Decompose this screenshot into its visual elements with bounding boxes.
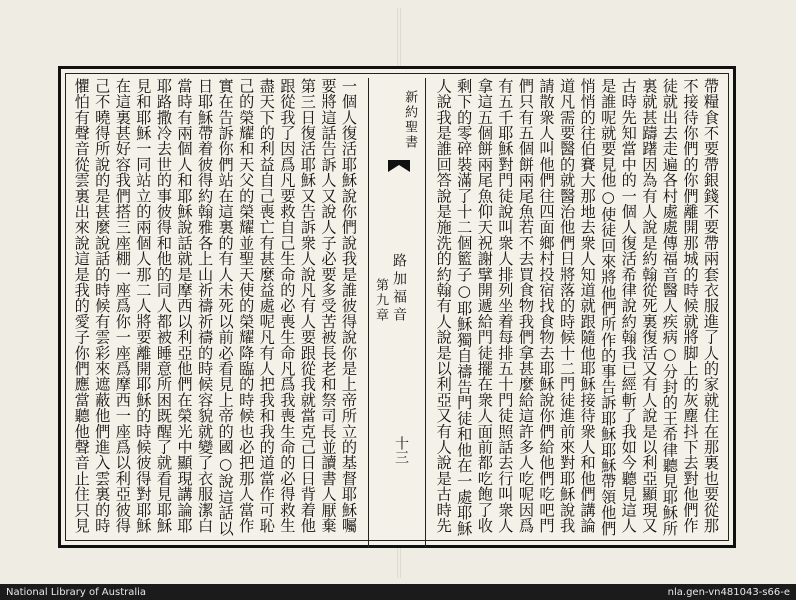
- text-column: 見和耶穌一同站立的兩個人那二人將要離開耶穌的時候彼得對耶穌: [134, 78, 153, 534]
- inner-frame: [65, 73, 729, 541]
- text-column: 當時有兩個人和耶穌說話就是摩西以利亞他們在榮光中顯現講論耶: [175, 78, 194, 534]
- center-fold: [368, 78, 426, 548]
- text-column: 悄悄的往伯賽大那地去衆人知道就跟隨他耶穌接待衆人和他們講論: [578, 78, 597, 534]
- text-column: 在這裏甚好容我們搭三座棚一座爲你一座爲摩西一座爲以利亞彼得: [113, 78, 132, 534]
- text-column: 要將這話告訴人又說人子必要多受苦被長老和祭司長並讀書人厭棄: [319, 78, 338, 534]
- text-column: 己不曉得所說的是甚麼說話的時候有雲彩來遮蔽他們進入雲裏的時: [93, 78, 112, 534]
- text-column: 盡天下的利益自己喪亡有甚麼益處呢凡有人把我和我的道當作可恥: [257, 78, 276, 534]
- text-column: 實在告訴你們站在這裏的有人未死以前必看見上帝的國○說這話以: [216, 78, 235, 537]
- library-caption: National Library of Australia: [6, 587, 147, 598]
- text-column: 第三日復活耶穌又告訴衆人說凡有人要跟從我就當克己日日背着他: [298, 78, 317, 534]
- text-column: 們只有五個餅兩尾魚若不去買食物我們拿甚麼給這許多人吃呢因爲: [516, 78, 535, 534]
- book-title: 新約聖書: [402, 90, 418, 150]
- text-columns: [72, 78, 722, 536]
- text-column: 己的榮耀和天父的榮耀並聖天使的榮耀降臨的時候也必把那人當作: [237, 78, 256, 534]
- text-column: 跟從我了因爲凡要救自己生命的必喪生命凡爲我喪生命的必得救生: [278, 78, 297, 534]
- text-column: 裏就甚躊躇因為有人說是約翰從死裏復活又有人說是以利亞顯現又: [640, 78, 659, 534]
- text-column: 拿這五個餅兩尾魚仰天祝謝擘開遞給門徒擺在衆人面前都吃飽了收: [475, 78, 494, 534]
- text-column: 懼怕有聲音從雲裏出來說這是我的愛子你們應當聽他聲音止住只見: [72, 78, 91, 534]
- text-column: 耶路撒冷去世的事彼得和他的同人都被睡意所困既醒了就看見耶穌: [154, 78, 173, 534]
- text-column: 一個人復活耶穌說你們說我是誰彼得說你是上帝所立的基督耶穌囑: [340, 78, 359, 534]
- text-column: 徒就出去走遍各村處處傳福音醫人疾病○分封的王希律聽見耶穌所: [660, 78, 679, 537]
- text-column: 是誰呢就要見他○使徒回來將他們所作的事告訴耶穌耶穌帶領他們: [599, 78, 618, 537]
- text-column: 帶糧食不要帶銀錢不要帶兩套衣服進了人的家就住在那裏也要從那: [702, 78, 720, 534]
- text-column: 不接待你們的你們離開那城的時候就將脚上的灰塵抖下去對他們作: [681, 78, 700, 534]
- text-column: 請散衆人叫他們往四面鄉村投宿找食物去耶穌說你們給他們吃吧門: [537, 78, 556, 534]
- text-column: 日耶穌帶着彼得約翰雅各上山祈禱祈禱的時候容貌就變了衣服潔白: [196, 78, 215, 534]
- fishtail-ornament-icon: [388, 160, 410, 172]
- identifier-caption: nla.gen-vn481043-s66-e: [667, 587, 790, 598]
- page-number: 十三: [393, 436, 410, 464]
- text-column: 古時先知當中的一個人復活希律說約翰我已經斬了我如今聽見這人: [619, 78, 638, 534]
- text-column: 剩下的零碎裝滿了十二個籃子○耶穌獨自禱告門徒和他在一處耶穌: [455, 78, 474, 537]
- text-column: 人說我是誰回答說是施洗的約翰有人說是以利亞又有人說是古時先: [434, 78, 453, 534]
- chapter-label: 第九章: [373, 278, 389, 323]
- text-column: 道凡需要醫的就醫治他們日將落的時候十二門徒進前來對耶穌說我: [558, 78, 577, 534]
- text-column: 有五千耶穌對門徒說叫衆人排列坐着每排五十門徒照話去行叫衆人: [496, 78, 515, 534]
- book-name: 路加福音: [391, 253, 408, 325]
- text-frame: [58, 66, 736, 548]
